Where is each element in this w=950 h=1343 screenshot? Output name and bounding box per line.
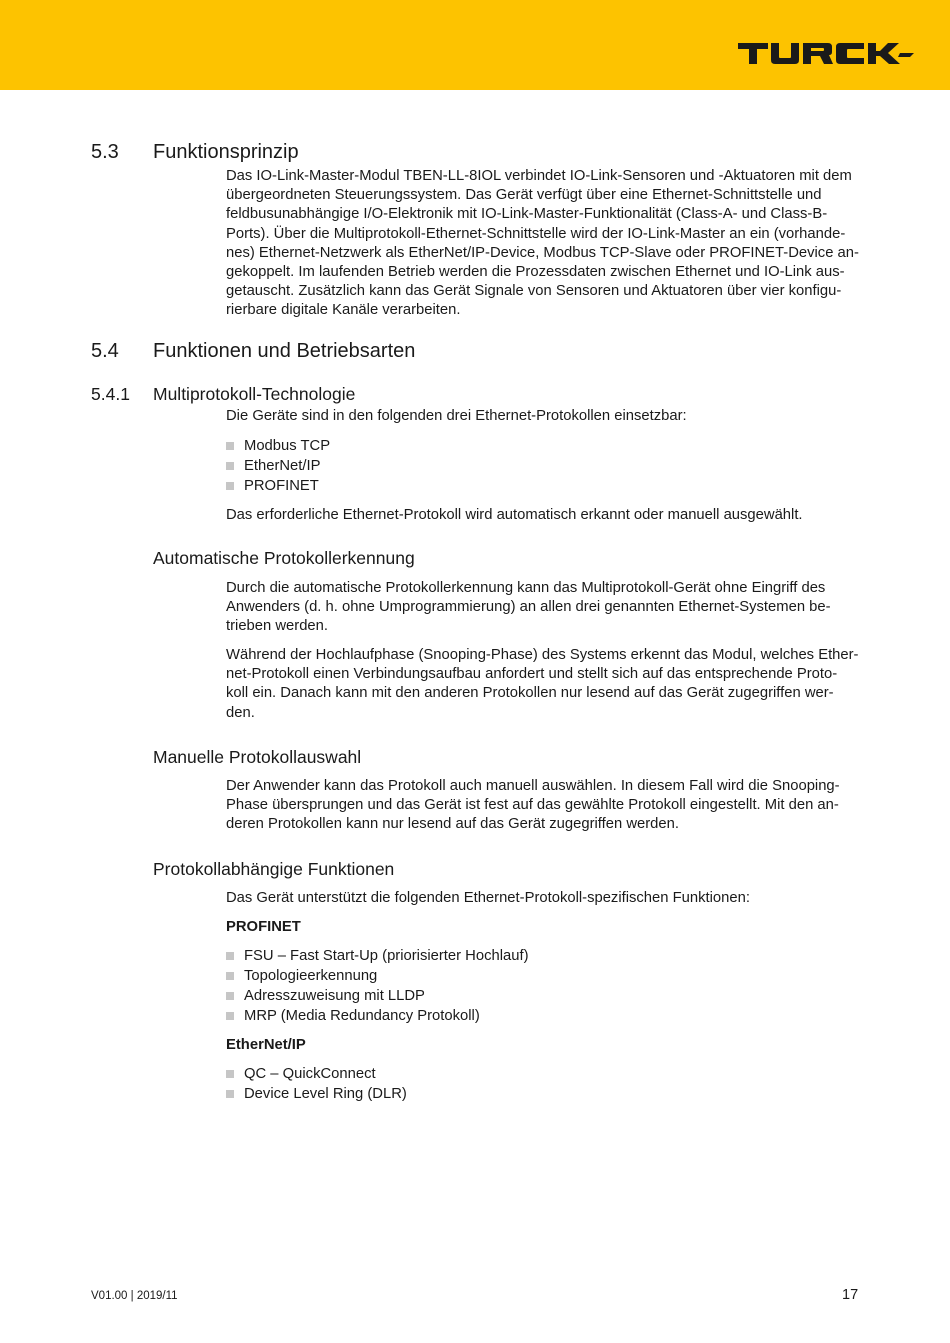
section-title: Funktionen und Betriebsarten <box>153 340 416 362</box>
ethernetip-function-list <box>226 1064 407 1104</box>
bullet-square-icon <box>226 482 234 490</box>
text-line: Durch die automatische Protokollerkennung kann das Multiprotokoll-Gerät ohne Eingriff des <box>226 580 826 596</box>
list-item <box>226 1064 407 1084</box>
list-item <box>226 966 529 986</box>
bullet-square-icon <box>226 972 234 980</box>
protocol-list <box>226 436 330 496</box>
list-item-label: Device Level Ring (DLR) <box>244 1086 407 1102</box>
text-line: rierbare digitale Kanäle verarbeiten. <box>226 302 461 319</box>
list-item-label: PROFINET <box>244 478 319 494</box>
auto-detection-heading: Automatische Protokollerkennung <box>153 548 415 568</box>
list-item-label: EtherNet/IP <box>244 458 321 474</box>
list-item-label: Modbus TCP <box>244 438 331 454</box>
bullet-square-icon <box>226 952 234 960</box>
text-line: feldbusunabhängige I/O-Elektronik mit IO-Link-Master-Funktionalität (Class-A- und Class-B- <box>226 206 828 223</box>
turck-logo <box>738 43 914 65</box>
text-line: Ports). Über die Multiprotokoll-Ethernet-Schnittstelle wird der IO-Link-Master an ein (vorhande- <box>226 225 846 242</box>
bullet-square-icon <box>226 1070 234 1078</box>
list-item <box>226 436 330 456</box>
profinet-function-list <box>226 946 529 1026</box>
ethernetip-heading: EtherNet/IP <box>226 1037 306 1053</box>
auto-detection-paragraph-2 <box>226 646 860 723</box>
text-line: gekoppelt. Im laufenden Betrieb werden die Prozessdaten zwischen Ethernet und IO-Link aus- <box>226 264 845 281</box>
protocols-outro <box>226 506 860 525</box>
text-line: Anwenders (d. h. ohne Umprogrammierung) an allen drei genannten Ethernet-Systemen be- <box>226 599 831 616</box>
manual-selection-heading: Manuelle Protokollauswahl <box>153 747 362 767</box>
text-line: übergeordneten Steuerungssystem. Das Gerät verfügt über eine Ethernet-Schnittstelle und <box>226 187 822 204</box>
protocols-intro <box>226 407 860 426</box>
text-line: getauscht. Zusätzlich kann das Gerät Signale von Sensoren und Aktuatoren über vier konfigu- <box>226 283 842 300</box>
section-number: 5.4 <box>91 340 119 362</box>
bullet-square-icon <box>226 992 234 1000</box>
list-item-label: Adresszuweisung mit LLDP <box>244 988 425 1004</box>
section-number: 5.4.1 <box>91 384 130 404</box>
list-item <box>226 986 529 1006</box>
text-line: net-Protokoll einen Verbindungsaufbau anfordert und stellt sich auf das entsprechende Proto- <box>226 666 838 683</box>
section-title: Multiprotokoll-Technologie <box>153 384 356 404</box>
section-number: 5.3 <box>91 141 119 163</box>
text-line: deren Protokollen kann nur lesend auf das Gerät zugegriffen werden. <box>226 816 679 833</box>
footer-version: V01.00 | 2019/11 <box>91 1290 178 1302</box>
text-line: Das erforderliche Ethernet-Protokoll wird automatisch erkannt oder manuell ausgewählt. <box>226 507 803 523</box>
list-item <box>226 1084 407 1104</box>
text-line: Das IO-Link-Master-Modul TBEN-LL-8IOL verbindet IO-Link-Sensoren und -Aktuatoren mit dem <box>226 168 852 184</box>
bullet-square-icon <box>226 442 234 450</box>
text-line: koll ein. Danach kann mit den anderen Protokollen nur lesend auf das Gerät zugegriffen wer- <box>226 685 834 702</box>
list-item-label: Topologieerkennung <box>244 968 378 984</box>
text-line: trieben werden. <box>226 618 328 635</box>
text-line: Das Gerät unterstützt die folgenden Ethernet-Protokoll-spezifischen Funktionen: <box>226 890 750 906</box>
list-item-label: QC – QuickConnect <box>244 1066 376 1082</box>
text-line: Während der Hochlaufphase (Snooping-Phase) des Systems erkennt das Modul, welches Ether- <box>226 647 859 663</box>
bullet-square-icon <box>226 1090 234 1098</box>
bullet-square-icon <box>226 1012 234 1020</box>
protocol-functions-heading: Protokollabhängige Funktionen <box>153 859 395 879</box>
text-line: den. <box>226 704 255 721</box>
text-line: Die Geräte sind in den folgenden drei Ethernet-Protokollen einsetzbar: <box>226 408 687 424</box>
list-item <box>226 456 330 476</box>
list-item-label: MRP (Media Redundancy Protokoll) <box>244 1008 480 1024</box>
list-item <box>226 1006 529 1026</box>
auto-detection-paragraph-1 <box>226 579 860 637</box>
manual-selection-paragraph <box>226 777 860 835</box>
text-line: nes) Ethernet-Netzwerk als EtherNet/IP-Device, Modbus TCP-Slave oder PROFINET-Device an- <box>226 244 859 261</box>
funktionsprinzip-paragraph <box>226 167 860 321</box>
section-title: Funktionsprinzip <box>153 141 299 163</box>
protocol-functions-intro <box>226 889 860 908</box>
profinet-heading: PROFINET <box>226 919 301 935</box>
text-line: Phase übersprungen und das Gerät ist fest auf das gewählte Protokoll eingestellt. Mit den an- <box>226 797 839 814</box>
list-item <box>226 476 330 496</box>
bullet-square-icon <box>226 462 234 470</box>
list-item <box>226 946 529 966</box>
text-line: Der Anwender kann das Protokoll auch manuell auswählen. In diesem Fall wird die Snooping- <box>226 778 840 794</box>
list-item-label: FSU – Fast Start-Up (priorisierter Hochlauf) <box>244 948 529 964</box>
page-number: 17 <box>842 1287 859 1303</box>
